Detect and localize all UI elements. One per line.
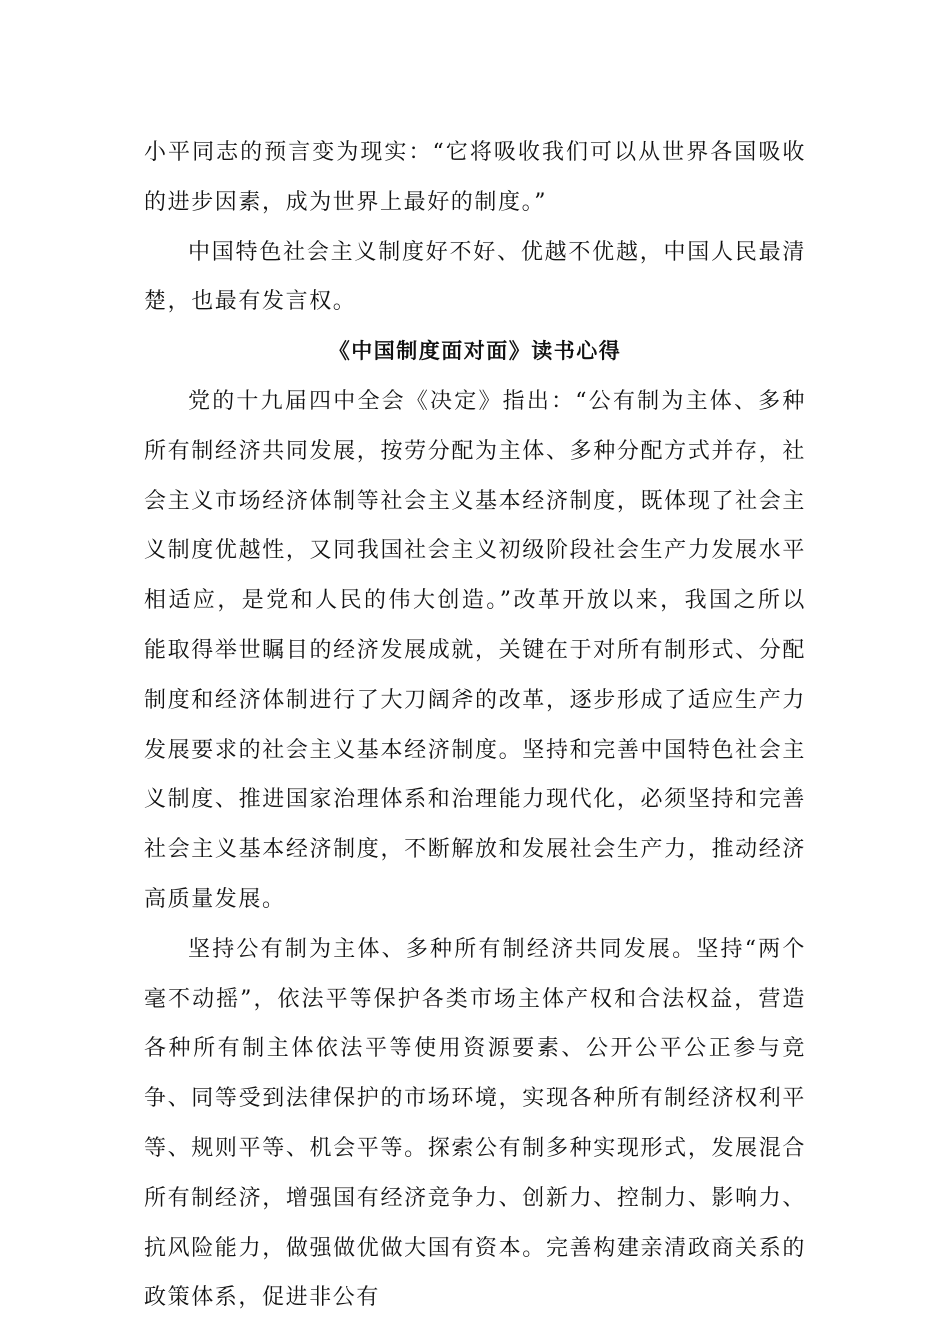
paragraph-basic-economic-system: 党的十九届四中全会《决定》指出：“公有制为主体、多种所有制经济共同发展，按劳分配为主体、多种分配方式并存，社会主义市场经济体制等社会主义基本经济制度，既体现了社会主义制度优越性，又同我国社会主义初级阶段社会生产力发展水平相适应，是党和人民的伟大创造。”改革开放以来，我国之所以能取得举世瞩目的经济发展成就，关键在于对所有制形式、分配制度和经济体制进行了大刀阔斧的改革，逐步形成了适应生产力发展要求的社会主义基本经济制度。坚持和完善中国特色社会主义制度、推进国家治理体系和治理能力现代化，必须坚持和完善社会主义基本经济制度，不断解放和发展社会生产力，推动经济高质量发展。	[144, 388, 806, 912]
paragraph-ownership-development: 坚持公有制为主体、多种所有制经济共同发展。坚持“两个毫不动摇”，依法平等保护各类市场主体产权和合法权益，营造各种所有制主体依法平等使用资源要素、公开公平公正参与竞争、同等受到法律保护的市场环境，实现各种所有制经济权利平等、规则平等、机会平等。探索公有制多种实现形式，发展混合所有制经济，增强国有经济竞争力、创新力、控制力、影响力、抗风险能力，做强做优做大国有资本。完善构建亲清政商关系的政策体系，促进非公有	[144, 936, 806, 1311]
section-title: 《中国制度面对面》读书心得	[328, 339, 622, 364]
document-body	[144, 128, 806, 1323]
paragraph-continuation: 小平同志的预言变为现实：“它将吸收我们可以从世界各国吸收的进步因素，成为世界上最好的制度。”	[144, 140, 806, 215]
paragraph-system-evaluation: 中国特色社会主义制度好不好、优越不优越，中国人民最清楚，也最有发言权。	[144, 239, 806, 315]
